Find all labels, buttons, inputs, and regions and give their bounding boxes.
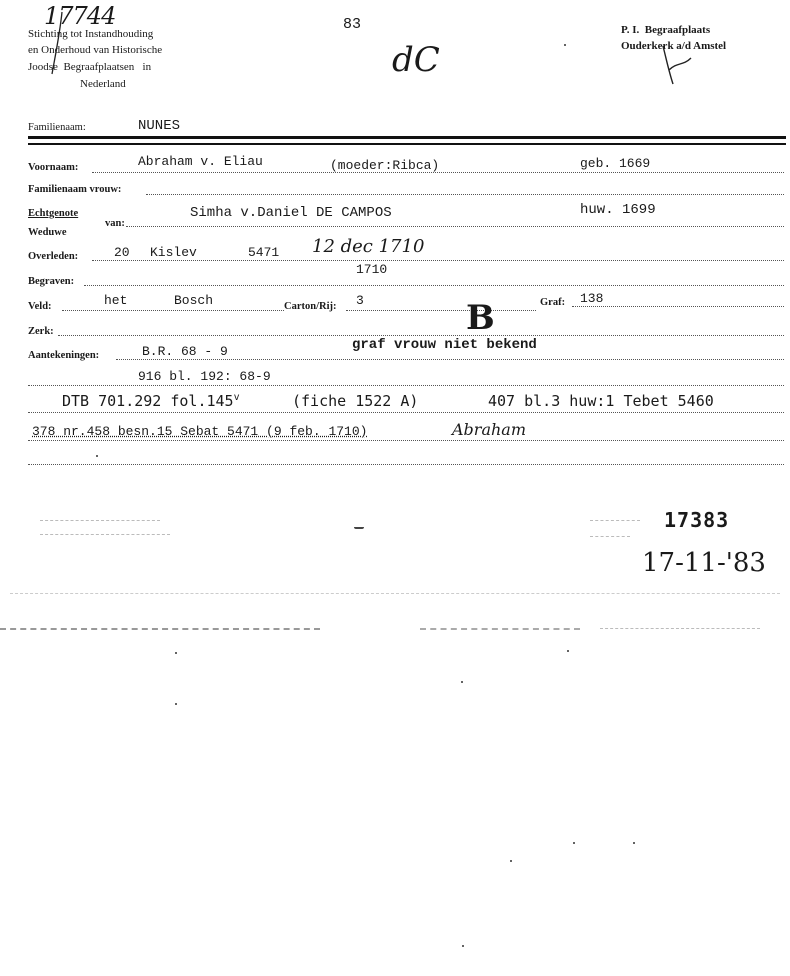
org-line-2: en Onderhoud van Historische [28,44,163,56]
label-begraven: Begraven: [28,276,75,287]
scan-noise [590,520,640,521]
handwritten-number: 17744 [44,2,116,30]
cemetery-line-2: Ouderkerk a/d Amstel [621,40,727,52]
label-veld: Veld: [28,301,52,312]
value-begraven-year: 1710 [356,262,388,277]
dotted-line [92,260,784,261]
dotted-line [116,359,784,360]
dotted-line [28,412,784,413]
label-voornaam: Voornaam: [28,162,79,173]
value-voornaam: Abraham v. Eliau [138,154,263,169]
org-line-4: Nederland [80,78,126,90]
page-number: 83 [343,16,362,33]
value-overleden-day: 20 [114,245,130,260]
dotted-line [28,440,784,441]
cemetery-line-1: P. I. Begraafplaats [621,24,711,36]
arrow-mark [354,523,364,529]
value-graf: 138 [580,291,604,306]
line-378-hand: Abraham [452,420,526,439]
speck [175,652,177,654]
speck [461,681,463,683]
label-zerk: Zerk: [28,326,54,337]
dotted-line [84,285,784,286]
label-weduwe: Weduwe [28,227,67,238]
speck [96,455,98,457]
divider-thick [28,136,786,139]
pen-stroke-icon [655,44,695,89]
handwritten-mark: dC [392,40,440,80]
speck [462,945,464,947]
line-916: 916 bl. 192: 68-9 [138,369,271,384]
dotted-line [126,226,784,227]
value-overleden-year: 5471 [248,245,280,260]
handwritten-date: 17-11-'83 [642,548,766,578]
dotted-line [146,194,784,195]
speck [573,842,575,844]
dtb-text: DTB 701.292 fol.145 [62,392,234,410]
value-veld: het [104,293,128,308]
scan-noise [10,593,780,594]
speck [633,842,635,844]
value-geb: geb. 1669 [580,156,651,171]
label-echtgenote: Echtgenote [28,208,79,219]
speck [175,703,177,705]
label-carton-rij: Carton/Rij: [284,301,337,312]
dotted-line [346,310,536,311]
scan-noise [600,628,760,629]
label-overleden: Overleden: [28,251,79,262]
line-dtb [62,392,240,410]
divider-thick [28,143,786,145]
line-407: 407 bl.3 huw:1 Tebet 5460 [488,392,714,410]
dotted-line [58,335,784,336]
zerk-mark: B [466,298,495,338]
dotted-line [572,306,784,307]
value-familienaam: NUNES [138,118,181,134]
value-veld-2: Bosch [174,293,214,308]
org-line-3: Joodse Begraafplaatsen in [28,61,152,73]
value-aantekeningen: B.R. 68 - 9 [142,344,228,359]
value-overleden-month: Kislev [150,245,197,260]
label-van: van: [105,218,125,229]
scan-noise [40,520,160,521]
dotted-line [62,310,284,311]
pen-stroke-icon [40,8,80,78]
dtb-sup: v [233,392,240,403]
value-aantekeningen-note: graf vrouw niet bekend [352,337,537,353]
dotted-line [28,464,784,465]
scan-noise [420,628,580,630]
dotted-line [28,385,784,386]
value-moeder: (moeder:Ribca) [330,158,440,173]
speck [567,650,569,652]
line-378: 378 nr.458 besn.15 Sebat 5471 (9 feb. 1710) [32,424,368,439]
scan-noise [40,534,170,535]
label-familienaam-vrouw: Familienaam vrouw: [28,184,122,195]
label-familienaam: Familienaam: [28,122,86,133]
value-spouse: Simha v.Daniel DE CAMPOS [190,205,392,221]
stamp-number: 17383 [664,508,730,532]
label-aantekeningen: Aantekeningen: [28,350,100,361]
label-graf: Graf: [540,297,566,308]
value-huw: huw. 1699 [580,202,656,218]
scan-noise [590,536,630,537]
value-carton-rij: 3 [356,293,364,308]
speck [510,860,512,862]
org-line-1: Stichting tot Instandhouding [28,28,154,40]
speck [564,44,566,46]
scan-noise [0,628,320,630]
line-fiche: (fiche 1522 A) [292,392,419,410]
value-overleden-hand: 12 dec 1710 [312,236,425,257]
